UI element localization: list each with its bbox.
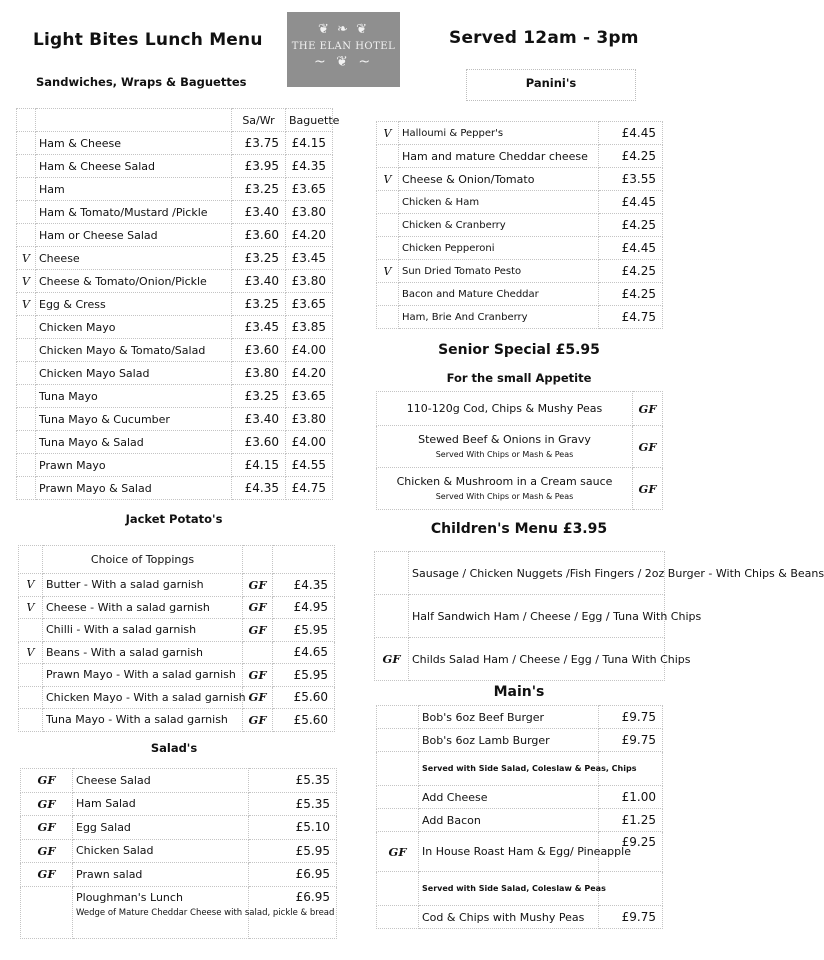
table-row [17,316,333,339]
gf-cell [377,786,419,809]
table-row [19,709,335,732]
vegetarian-icon: V [17,270,36,293]
gluten-free-icon: GF [21,863,73,887]
item-price-sawr: £3.25 [232,178,286,201]
table-row [377,306,663,329]
item-price-baguette: £3.80 [286,201,333,224]
item-name: Tuna Mayo & Cucumber [36,408,232,431]
item-price-sawr: £3.40 [232,270,286,293]
mark-cell [17,477,36,500]
item-price-sawr: £3.95 [232,155,286,178]
table-row [19,664,335,687]
item-price-sawr: £3.25 [232,385,286,408]
table-row [377,237,663,260]
item-price-baguette: £4.20 [286,362,333,385]
mark-cell [19,619,43,642]
item-price: £4.45 [599,122,663,145]
item-price: £4.25 [599,260,663,283]
table-row [19,641,335,664]
item-name: Sausage / Chicken Nuggets /Fish Fingers / 2oz Burger - With Chips & Beans [409,552,665,595]
gluten-free-icon: GF [243,686,273,709]
item-price-sawr: £3.75 [232,132,286,155]
item-name: Chicken Mayo & Tomato/Salad [36,339,232,362]
menu-title: Light Bites Lunch Menu [33,30,263,50]
item-price: £9.75 [599,706,663,729]
item-name: Ham & Cheese [36,132,232,155]
mark-cell [377,283,399,306]
table-row [377,214,663,237]
item-price: £5.95 [273,664,335,687]
item-price-sawr: £3.40 [232,201,286,224]
vegetarian-icon: V [19,574,43,597]
item-note: Served With Chips or Mash & Peas [435,450,574,459]
table-row [375,552,665,595]
gluten-free-icon: GF [633,392,663,426]
mark-cell [17,362,36,385]
item-price: £5.35 [249,792,337,816]
table-row [377,145,663,168]
item-price: £9.75 [599,729,663,752]
table-row [17,224,333,247]
gf-cell [377,906,419,929]
mark-cell [377,214,399,237]
gluten-free-icon: GF [375,638,409,681]
table-row [377,122,663,145]
item-name: Bob's 6oz Beef Burger [419,706,599,729]
item-name: Prawn Mayo [36,454,232,477]
table-row [377,191,663,214]
item-price: £3.55 [599,168,663,191]
logo-ornament-top: ❦ ❧ ❦ [318,22,369,37]
children-heading: Children's Menu £3.95 [430,521,608,537]
item-price: £9.25 [599,832,663,872]
item-price-baguette: £4.15 [286,132,333,155]
item-name: Egg & Cress [36,293,232,316]
item-note: Served With Chips or Mash & Peas [435,492,574,501]
item-price: £9.75 [599,906,663,929]
mark-cell [17,454,36,477]
item-name: Chilli - With a salad garnish [43,619,243,642]
item-price-baguette: £4.00 [286,339,333,362]
gluten-free-icon: GF [377,832,419,872]
item-name: Chicken Mayo [36,316,232,339]
item-name: Halloumi & Pepper's [399,122,599,145]
gf-cell [377,809,419,832]
mark-cell [377,145,399,168]
item-price-sawr: £3.60 [232,431,286,454]
table-row [377,468,663,510]
item-name: Egg Salad [73,816,249,840]
item-price-baguette: £3.85 [286,316,333,339]
table-row [17,477,333,500]
item-name: Chicken & Cranberry [399,214,599,237]
table-row [17,431,333,454]
mark-cell [377,191,399,214]
table-row [19,686,335,709]
logo-ornament-bottom: ~ ❦ ~ [313,54,374,70]
salads-table [20,768,337,939]
mark-cell [17,224,36,247]
table-row [17,201,333,224]
table-row [377,168,663,191]
item-price: £4.25 [599,283,663,306]
item-name: Stewed Beef & Onions in Gravy [418,433,591,446]
table-header-row [19,546,335,574]
vegetarian-icon: V [19,596,43,619]
mark-cell [17,316,36,339]
jacket-heading: Jacket Potato's [125,512,223,526]
table-row [377,906,663,929]
mark-cell [17,155,36,178]
item-name: Cheese & Onion/Tomato [399,168,599,191]
item-name: Half Sandwich Ham / Cheese / Egg / Tuna With Chips [409,595,665,638]
item-price-sawr: £4.15 [232,454,286,477]
table-row [377,426,663,468]
item-name: Chicken Mayo Salad [36,362,232,385]
item-name: Add Cheese [419,786,599,809]
senior-item [377,468,633,510]
table-row [377,706,663,729]
item-price-baguette: £3.45 [286,247,333,270]
item-price: £4.45 [599,237,663,260]
gluten-free-icon: GF [21,769,73,793]
item-name: Chicken & Mushroom in a Cream sauce [396,475,613,488]
mark-cell [377,237,399,260]
table-row [375,638,665,681]
gluten-free-icon: GF [21,816,73,840]
mains-heading: Main's [493,684,545,700]
gluten-free-icon: GF [633,426,663,468]
item-name: Ham & Cheese Salad [36,155,232,178]
item-name: Prawn Mayo - With a salad garnish [43,664,243,687]
item-price-baguette: £4.75 [286,477,333,500]
item-price: £4.45 [599,191,663,214]
table-row [17,155,333,178]
gluten-free-icon: GF [243,619,273,642]
item-price-baguette: £4.55 [286,454,333,477]
item-price: £5.60 [273,709,335,732]
vegetarian-icon: V [17,247,36,270]
mark-cell [17,408,36,431]
vegetarian-icon: V [377,122,399,145]
panini-table [376,121,663,329]
gf-cell [243,641,273,664]
table-row [17,362,333,385]
table-row [19,596,335,619]
gluten-free-icon: GF [243,574,273,597]
table-row [377,752,663,786]
item-price [599,872,663,906]
table-row [21,816,337,840]
item-price-sawr: £3.80 [232,362,286,385]
logo-text: THE ELAN HOTEL [291,41,396,52]
item-price: £1.00 [599,786,663,809]
vegetarian-icon: V [17,293,36,316]
table-row [17,408,333,431]
item-price: £6.95 [249,863,337,887]
mark-cell [19,664,43,687]
item-price: £4.35 [273,574,335,597]
item-name: Beans - With a salad garnish [43,641,243,664]
item-name: Cheese & Tomato/Onion/Pickle [36,270,232,293]
item-name: Bob's 6oz Lamb Burger [419,729,599,752]
col-header-baguette: Baguette [286,109,333,132]
senior-heading: Senior Special £5.95 [438,342,600,358]
item-price-sawr: £3.40 [232,408,286,431]
item-name: Ham, Brie And Cranberry [399,306,599,329]
item-name: Childs Salad Ham / Cheese / Egg / Tuna With Chips [409,638,665,681]
item-name: Ham or Cheese Salad [36,224,232,247]
table-row [21,886,337,938]
table-row [17,293,333,316]
hotel-logo [287,12,400,87]
ploughman-name: Ploughman's Lunch [76,890,183,904]
panini-heading: Panini's [525,76,577,90]
item-price-baguette: £4.35 [286,155,333,178]
gf-cell [377,752,419,786]
sandwiches-heading: Sandwiches, Wraps & Baguettes [36,75,247,89]
vegetarian-icon: V [377,168,399,191]
jacket-table [18,545,335,732]
item-price-baguette: £4.00 [286,431,333,454]
item-name: Add Bacon [419,809,599,832]
item-name: Cod & Chips with Mushy Peas [419,906,599,929]
table-row [17,247,333,270]
item-price: £1.25 [599,809,663,832]
item-price: £5.95 [249,839,337,863]
item-price: £5.35 [249,769,337,793]
item-name: Butter - With a salad garnish [43,574,243,597]
item-price-baguette: £3.65 [286,385,333,408]
item-price: £4.75 [599,306,663,329]
item-name: Ham Salad [73,792,249,816]
gf-cell [375,552,409,595]
gluten-free-icon: GF [633,468,663,510]
table-row [377,729,663,752]
gf-cell [375,595,409,638]
item-name: Prawn salad [73,863,249,887]
gf-cell [377,729,419,752]
table-row [17,178,333,201]
item-name: Chicken & Ham [399,191,599,214]
item-name: Cheese - With a salad garnish [43,596,243,619]
mark-cell [377,306,399,329]
mains-table [376,705,663,929]
mark-cell [19,709,43,732]
item-name: 110-120g Cod, Chips & Mushy Peas [406,402,603,415]
ploughman-price: £6.95 [249,886,337,938]
item-name: Chicken Mayo - With a salad garnish [43,686,243,709]
panini-heading-box [466,69,636,101]
item-price-sawr: £3.25 [232,247,286,270]
table-row [19,619,335,642]
item-price-sawr: £3.45 [232,316,286,339]
table-row [17,454,333,477]
table-row [21,839,337,863]
item-price-baguette: £3.65 [286,178,333,201]
table-row [377,283,663,306]
mark-cell [17,132,36,155]
item-price-sawr: £3.60 [232,339,286,362]
item-name: Chicken Salad [73,839,249,863]
gluten-free-icon: GF [243,664,273,687]
table-row [377,786,663,809]
mark-cell [17,431,36,454]
item-name: Sun Dried Tomato Pesto [399,260,599,283]
table-row [21,863,337,887]
item-name: Tuna Mayo [36,385,232,408]
item-name: Chicken Pepperoni [399,237,599,260]
mark-cell [17,178,36,201]
item-name: Bacon and Mature Cheddar [399,283,599,306]
gluten-free-icon: GF [243,709,273,732]
children-table [374,551,824,681]
senior-item [377,426,633,468]
vegetarian-icon: V [377,260,399,283]
item-price-baguette: £3.80 [286,408,333,431]
item-name: Ham & Tomato/Mustard /Pickle [36,201,232,224]
toppings-header: Choice of Toppings [43,546,243,574]
gluten-free-icon: GF [243,596,273,619]
ploughman-desc: Wedge of Mature Cheddar Cheese with salad, pickle & bread [76,907,335,918]
table-row [17,132,333,155]
table-row [21,792,337,816]
item-price: £5.60 [273,686,335,709]
senior-table [376,391,663,510]
item-name: Cheese Salad [73,769,249,793]
gf-cell [377,872,419,906]
senior-item [377,392,633,426]
item-name: Cheese [36,247,232,270]
item-price-baguette: £4.20 [286,224,333,247]
item-note: Served with Side Salad, Coleslaw & Peas, Chips [419,752,599,786]
mark-cell [17,201,36,224]
served-hours: Served 12am - 3pm [449,28,639,48]
item-name: Prawn Mayo & Salad [36,477,232,500]
table-row [17,385,333,408]
table-row [377,832,663,872]
salads-heading: Salad's [150,741,198,755]
item-name: In House Roast Ham & Egg/ Pineapple [419,832,599,872]
table-row [377,392,663,426]
item-price-sawr: £4.35 [232,477,286,500]
mark-cell [17,339,36,362]
table-row [377,809,663,832]
vegetarian-icon: V [19,641,43,664]
sandwiches-table [16,108,340,500]
table-header-row [17,109,333,132]
table-row [377,872,663,906]
item-name: Tuna Mayo & Salad [36,431,232,454]
mark-cell [17,385,36,408]
item-price: £4.65 [273,641,335,664]
item-name: Tuna Mayo - With a salad garnish [43,709,243,732]
table-row [17,270,333,293]
item-name: Ham and mature Cheddar cheese [399,145,599,168]
table-row [377,260,663,283]
item-note: Served with Side Salad, Coleslaw & Peas [419,872,599,906]
item-price: £4.25 [599,145,663,168]
gf-cell [377,706,419,729]
item-price: £4.95 [273,596,335,619]
table-row [19,574,335,597]
mark-cell [19,686,43,709]
item-price-sawr: £3.25 [232,293,286,316]
col-header-sawr: Sa/Wr [232,109,286,132]
table-row [17,339,333,362]
item-price-baguette: £3.80 [286,270,333,293]
table-row [21,769,337,793]
gluten-free-icon: GF [21,792,73,816]
table-row [375,595,665,638]
item-price: £4.25 [599,214,663,237]
item-name: Ham [36,178,232,201]
item-price: £5.95 [273,619,335,642]
senior-subheading: For the small Appetite [446,371,592,385]
item-price-sawr: £3.60 [232,224,286,247]
item-price-baguette: £3.65 [286,293,333,316]
gluten-free-icon: GF [21,839,73,863]
item-price: £5.10 [249,816,337,840]
